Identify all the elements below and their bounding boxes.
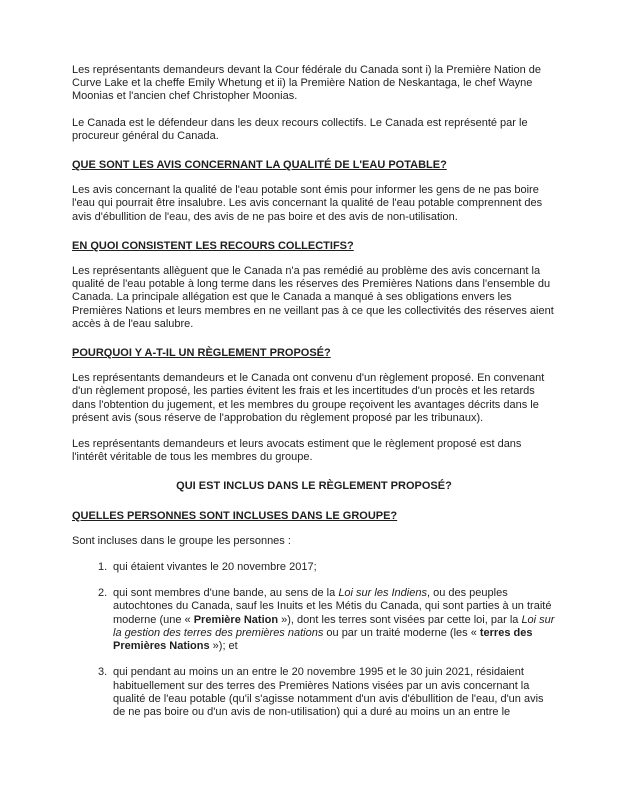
section-heading-group-members: QUELLES PERSONNES SONT INCLUSES DANS LE GROUPE?	[72, 509, 398, 522]
group-criteria-item-2	[72, 587, 556, 653]
list-item-number: 1.	[98, 561, 108, 574]
list-item-text	[113, 666, 556, 719]
intro-paragraph-defendant: Le Canada est le défendeur dans les deux recours collectifs. Le Canada est représenté par le procureur général du Canada.	[72, 116, 528, 142]
text-run: qui sont membres d'une bande, au sens de la	[113, 587, 339, 600]
defined-term-first-nations-lands: terres des Premières Nations	[113, 626, 533, 653]
advisories-paragraph: Les avis concernant la qualité de l'eau potable sont émis pour informer les gens de ne pas boire l'eau qui pourrait être insalubre. Les avis concernant la qualité de l'eau potable comprennent des avis d'ébullition de l'eau, des avis de ne pas boire et des avis de non-utilisation.	[72, 184, 543, 223]
law-title-land-management-act: Loi sur la gestion des terres des premières nations	[113, 613, 555, 639]
class-actions-paragraph: Les représentants allèguent que le Canada n'a pas remédié au problème des avis concernant la qualité de l'eau potable à long terme dans les réserves des Premières Nations dans l'ensemble du Canada. La principale allégation est que le Canada a manqué à ses obligations envers les Premières Nations et leurs membres en ne veillant pas à ce que les collectivités des réserves aient accès à de l'eau salubre.	[72, 265, 554, 330]
intro-paragraph-representatives: Les représentants demandeurs devant la Cour fédérale du Canada sont i) la Première Nation de Curve Lake et la cheffe Emily Whetung et ii) la Première Nation de Neskantaga, le chef Wayne Moonias et l'ancien chef Christopher Moonias.	[72, 64, 541, 103]
text-run: ou par un traité moderne (les «	[323, 626, 480, 639]
list-item-number: 3.	[98, 666, 108, 679]
law-title-indian-act: Loi sur les Indiens	[338, 587, 427, 600]
text-run: qui étaient vivantes le 20 novembre 2017;	[113, 561, 317, 574]
section-heading-settlement: POURQUOI Y A-T-IL UN RÈGLEMENT PROPOSÉ?	[72, 347, 331, 360]
centered-heading-who-included: QUI EST INCLUS DANS LE RÈGLEMENT PROPOSÉ?	[176, 480, 452, 493]
section-heading-class-actions: EN QUOI CONSISTENT LES RECOURS COLLECTIFS?	[72, 239, 354, 252]
group-criteria-item-3	[72, 666, 556, 719]
settlement-paragraph-agreement: Les représentants demandeurs et le Canada ont convenu d'un règlement proposé. En convenant d'un règlement proposé, les parties évitent les frais et les incertitudes d'un procès et les retards dans l'obtention du jugement, et les membres du groupe reçoivent les avantages décrits dans le présent avis (sous réserve de l'approbation du règlement proposé par les tribunaux).	[72, 372, 545, 424]
text-run: »), dont les terres sont visées par cette loi, par la	[278, 613, 522, 626]
list-item-text	[113, 587, 556, 653]
settlement-paragraph-opinion: Les représentants demandeurs et leurs avocats estiment que le règlement proposé est dans l'intérêt véritable de tous les membres du groupe.	[72, 438, 522, 464]
text-run: , ou des peuples autochtones du Canada, sauf les Inuits et les Métis du Canada, qui sont parties à un traité moderne (une «	[113, 587, 552, 626]
list-item-text	[113, 561, 556, 574]
group-lead-sentence: Sont incluses dans le groupe les personnes :	[72, 534, 291, 547]
defined-term-first-nation: Première Nation	[193, 613, 279, 626]
text-run: »); et	[209, 640, 238, 653]
list-item-number: 2.	[98, 587, 108, 600]
section-heading-advisories: QUE SONT LES AVIS CONCERNANT LA QUALITÉ DE L'EAU POTABLE?	[72, 159, 447, 172]
text-run: qui pendant au moins un an entre le 20 novembre 1995 et le 30 juin 2021, résidaient habituellement sur des terres des Premières Nations visées par un avis concernant la qualité de l'eau potable (qu'il s'agisse notamment d'un avis d'ébullition de l'eau, d'un avis de ne pas boire ou d'un avis de non-utilisation) qui a duré au moins un an entre le	[113, 666, 544, 718]
group-criteria-item-1	[72, 561, 556, 574]
group-criteria-list	[72, 561, 556, 719]
